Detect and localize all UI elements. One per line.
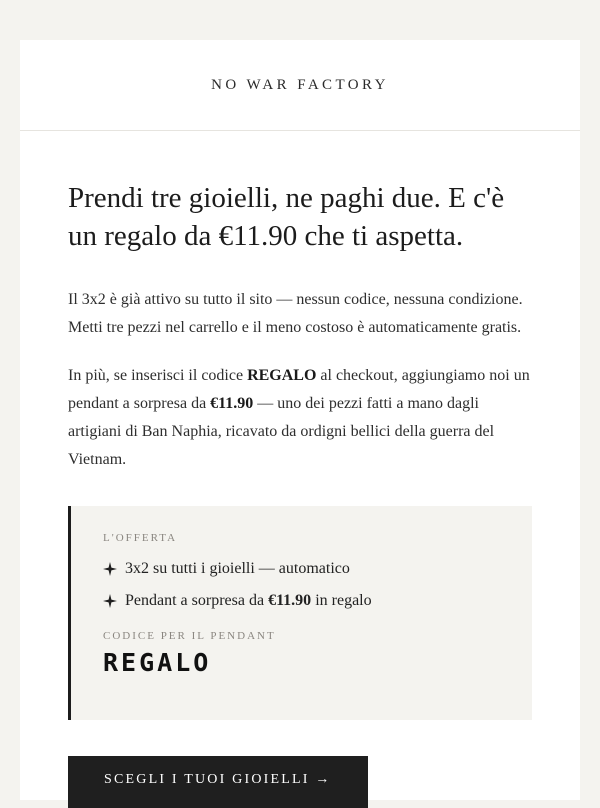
email-card <box>20 40 580 800</box>
four-point-star-icon <box>103 594 117 608</box>
code-paragraph-part1: In più, se inserisci il codice <box>68 367 248 384</box>
offer-box <box>68 506 532 720</box>
headline: Prendi tre gioielli, ne paghi due. E c'è un regalo da €11.90 che ti aspetta. <box>68 182 505 252</box>
email-content <box>20 131 580 808</box>
offer-item <box>103 560 500 578</box>
choose-jewelry-button[interactable]: SCEGLI I TUOI GIOIELLI → <box>68 756 368 808</box>
email-header <box>20 40 580 131</box>
four-point-star-icon <box>103 562 117 576</box>
code-paragraph-part3: — uno dei pezzi fatti a mano dagli artigiani di Ban Naphia, ricavato da ordigni bellici della guerra del Vietnam. <box>68 395 495 468</box>
offer-item <box>103 592 500 610</box>
offer-item-price: €11.90 <box>268 592 312 609</box>
intro-paragraph: Il 3x2 è già attivo su tutto il sito — nessun codice, nessuna condizione. Metti tre pezzi nel carrello e il meno costoso è automaticamente gratis. <box>68 291 523 336</box>
promo-code: REGALO <box>103 648 212 677</box>
offer-label: L'OFFERTA <box>103 532 178 544</box>
offer-item-text <box>125 592 372 610</box>
brand-name: NO WAR FACTORY <box>211 76 389 93</box>
code-paragraph-code: REGALO <box>247 367 317 384</box>
offer-item-suffix: in regalo <box>311 592 372 609</box>
code-paragraph <box>68 362 532 474</box>
code-paragraph-part2: al checkout, aggiungiamo noi un pendant a sorpresa da <box>68 367 530 412</box>
code-paragraph-price: €11.90 <box>210 395 254 412</box>
offer-item-prefix: Pendant a sorpresa da <box>125 592 269 609</box>
offer-item-text: 3x2 su tutti i gioielli — automatico <box>125 560 350 577</box>
code-label: CODICE PER IL PENDANT <box>103 630 276 642</box>
